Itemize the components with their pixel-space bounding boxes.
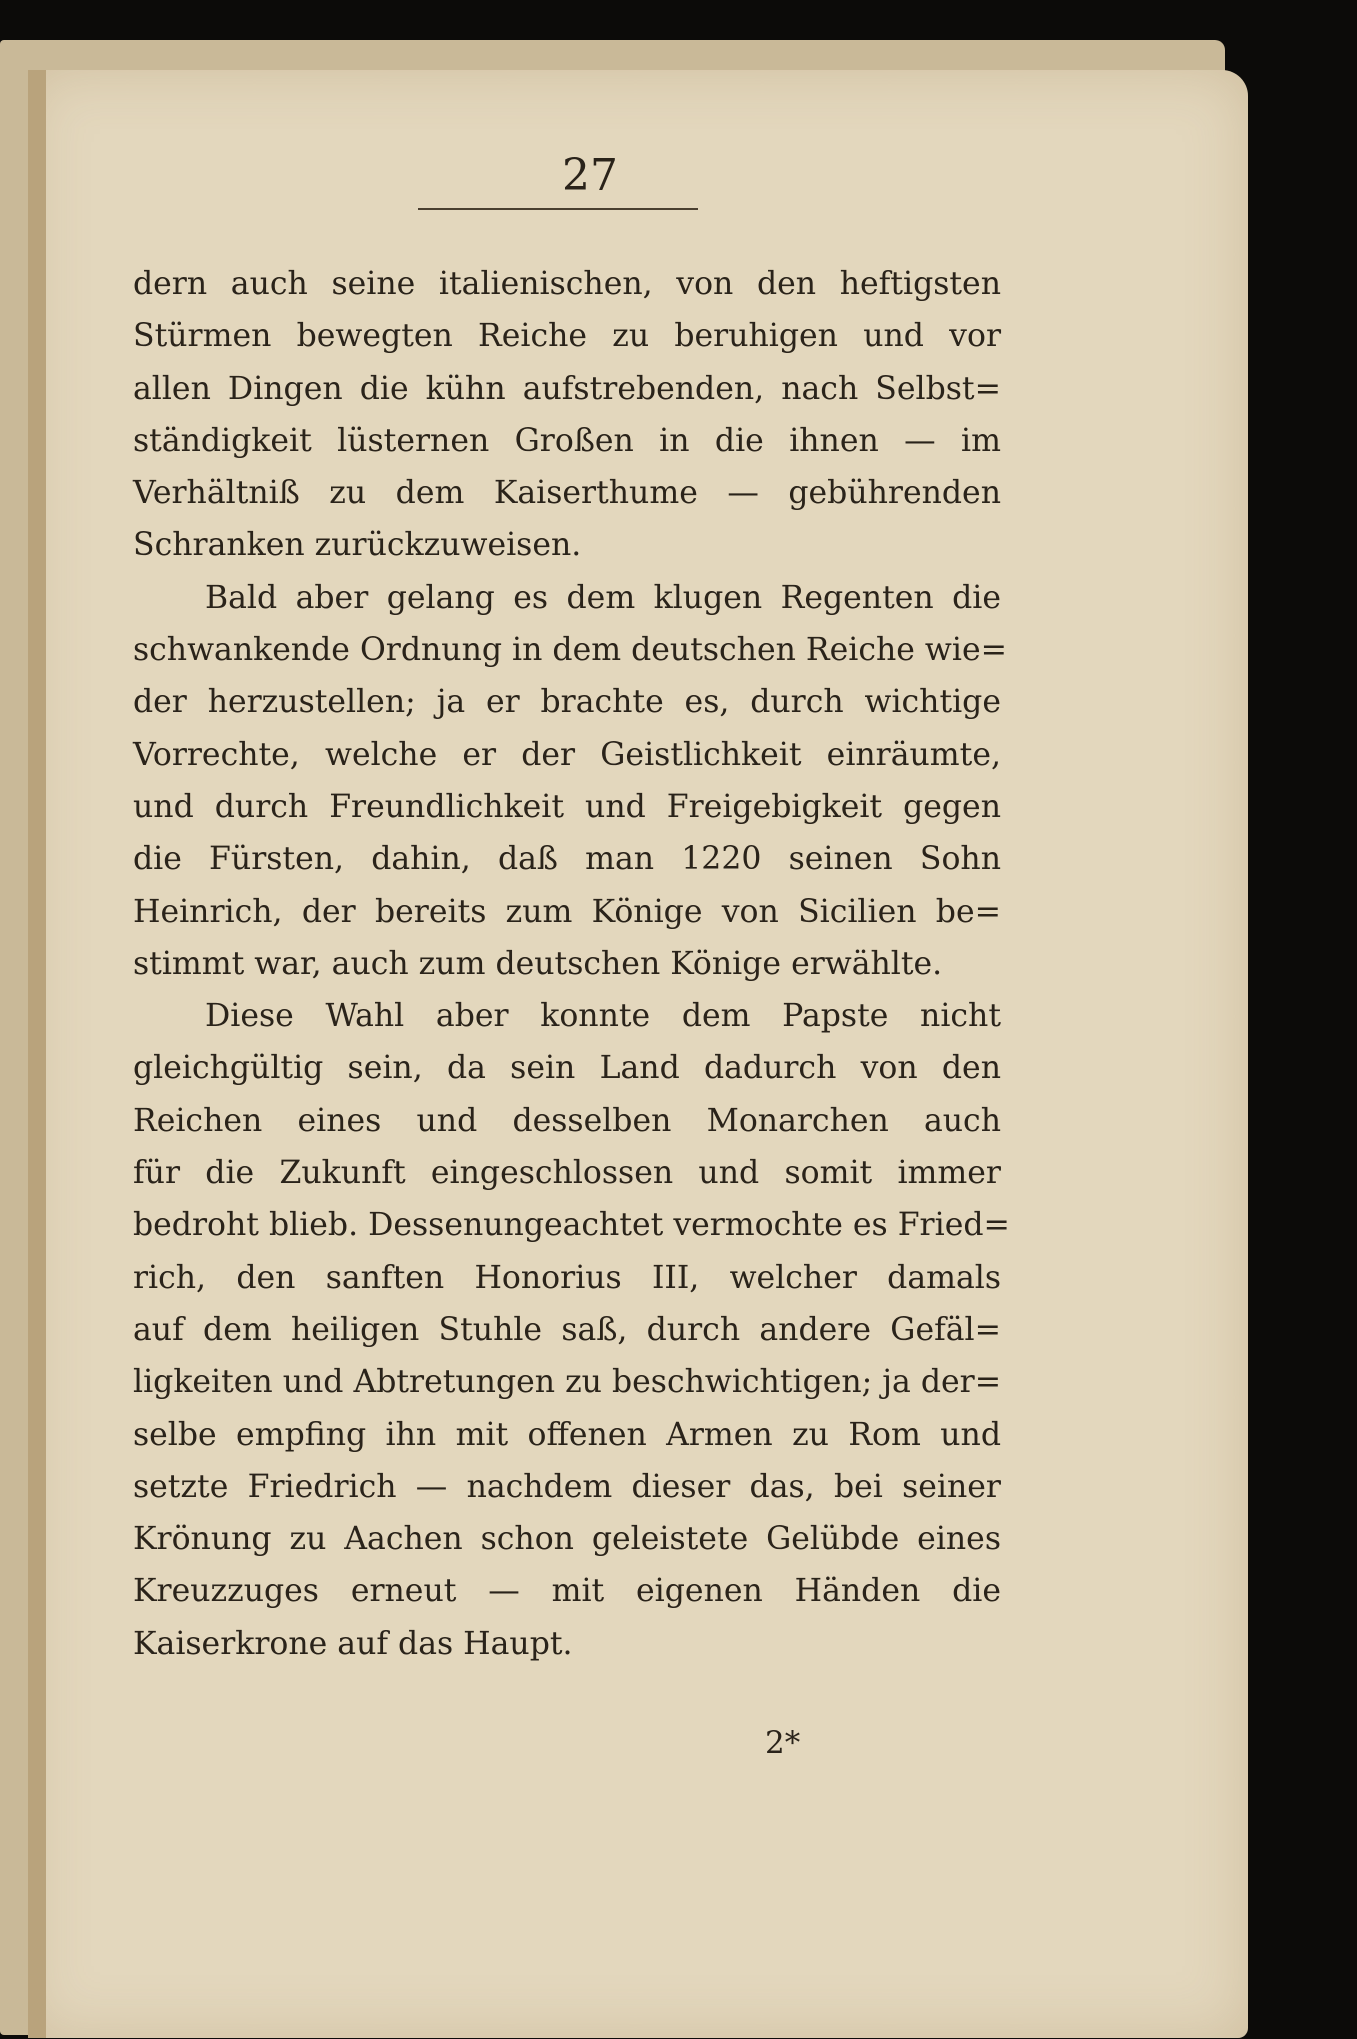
text-line: stimmt war, auch zum deutschen Könige erwählte. [133,945,943,982]
page-number: 27 [562,150,618,201]
text-line: bedroht blieb. Dessenungeachtet vermochte es Fried= [133,1207,1010,1244]
body-text [133,258,1010,1670]
text-line: die Fürsten, dahin, daß man 1220 seinen Sohn [133,841,1001,878]
text-line: setzte Friedrich — nachdem dieser das, bei seiner [133,1468,1001,1505]
text-line: dern auch seine italienischen, von den heftigsten [133,266,1001,302]
text-line: und durch Freundlichkeit und Freigebigkeit gegen [133,788,1001,825]
text-line: Schranken zurückzuweisen. [133,527,582,564]
text-line: selbe empfing ihn mit offenen Armen zu Rom und [133,1416,1001,1453]
text-line: Diese Wahl aber konnte dem Papste nicht [205,998,1001,1035]
text-line: auf dem heiligen Stuhle saß, durch andere Gefäl= [133,1311,1001,1348]
paragraph [133,258,1001,572]
paragraph [133,990,1010,1670]
text-line: ligkeiten und Abtretungen zu beschwichtigen; ja der= [133,1364,1002,1401]
text-line: Stürmen bewegten Reiche zu beruhigen und vor [133,318,1001,355]
text-line: Bald aber gelang es dem klugen Regenten die [205,579,1001,616]
text-line: der herzustellen; ja er brachte es, durch wichtige [133,684,1001,721]
text-line: Verhältniß zu dem Kaiserthume — gebührenden [133,475,1001,512]
text-line: gleichgültig sein, da sein Land dadurch von den [133,1050,1001,1087]
text-line: allen Dingen die kühn aufstrebenden, nach Selbst= [133,370,1001,407]
text-line: Krönung zu Aachen schon geleistete Gelübde eines [133,1521,1001,1558]
header-rule [418,208,698,210]
binding-gutter [28,70,46,2038]
text-line: schwankende Ordnung in dem deutschen Reiche wie= [133,632,1007,669]
text-line: ständigkeit lüsternen Großen in die ihnen — im [133,422,1001,459]
text-line: Kreuzzuges erneut — mit eigenen Händen die [133,1573,1001,1610]
text-line: für die Zukunft eingeschlossen und somit immer [133,1155,1001,1192]
text-line: Kaiserkrone auf das Haupt. [133,1625,573,1662]
paragraph [133,572,1007,990]
printer-signature-mark: 2* [765,1725,801,1761]
text-line: rich, den sanften Honorius III, welcher damals [133,1259,1001,1296]
text-line: Vorrechte, welche er der Geistlichkeit einräumte, [133,736,1001,773]
text-line: Heinrich, der bereits zum Könige von Sicilien be= [133,893,1001,930]
text-line: Reichen eines und desselben Monarchen auch [133,1102,1001,1139]
